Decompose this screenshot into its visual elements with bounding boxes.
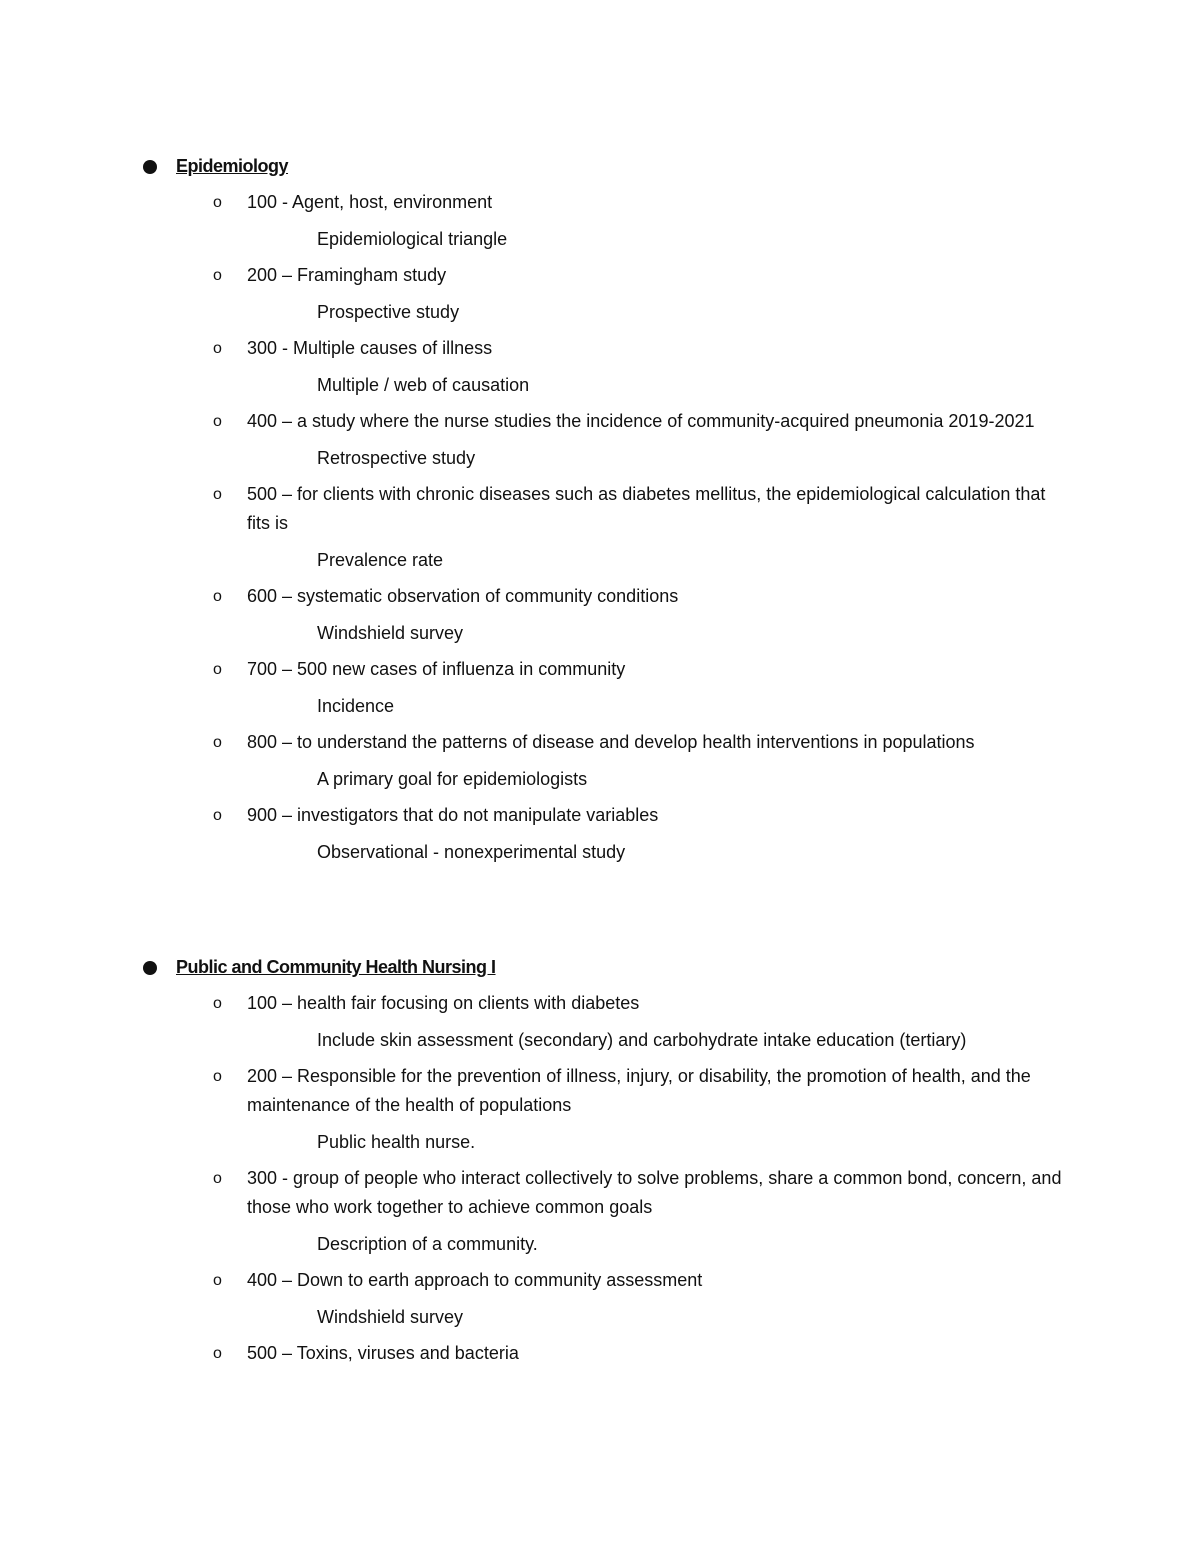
question-text: 400 – Down to earth approach to community assessment: [247, 1270, 703, 1290]
list-item: [140, 989, 1080, 1018]
question-text: 500 – for clients with chronic diseases such as diabetes mellitus, the epidemiological calculation that fits is: [247, 484, 1046, 533]
bullet-dot-icon: [143, 160, 157, 174]
question-text: 500 – Toxins, viruses and bacteria: [247, 1343, 519, 1363]
circle-bullet-icon: o: [213, 1068, 222, 1085]
question-text: 400 – a study where the nurse studies the incidence of community-acquired pneumonia 2019-2021: [247, 411, 1035, 431]
circle-bullet-icon: o: [213, 267, 222, 284]
circle-bullet-icon: o: [213, 588, 222, 605]
list-item: [140, 480, 1080, 538]
section-heading: Public and Community Health Nursing I: [176, 957, 496, 977]
circle-bullet-icon: o: [213, 995, 222, 1012]
question-text: 100 – health fair focusing on clients with diabetes: [247, 993, 640, 1013]
list-item: [140, 728, 1080, 757]
section-heading: Epidemiology: [176, 156, 289, 176]
question-text: 200 – Responsible for the prevention of illness, injury, or disability, the promotion of health, and the maintenance of the health of populations: [247, 1066, 1031, 1115]
circle-bullet-icon: o: [213, 194, 222, 211]
answer-text: Multiple / web of causation: [317, 375, 530, 395]
question-text: 700 – 500 new cases of influenza in community: [247, 659, 626, 679]
question-text: 100 - Agent, host, environment: [247, 192, 493, 212]
section-epidemiology: [140, 152, 1080, 874]
answer-text: Prevalence rate: [317, 550, 444, 570]
answer-text: Incidence: [317, 696, 395, 716]
list-item: [140, 188, 1080, 217]
question-text: 900 – investigators that do not manipulate variables: [247, 805, 659, 825]
section-public-community-health-nursing: [140, 953, 1080, 1368]
list-item: [140, 582, 1080, 611]
circle-bullet-icon: o: [213, 661, 222, 678]
circle-bullet-icon: o: [213, 340, 222, 357]
list-item: [140, 801, 1080, 830]
answer-text: Public health nurse.: [317, 1132, 476, 1152]
circle-bullet-icon: o: [213, 413, 222, 430]
answer-text: Include skin assessment (secondary) and carbohydrate intake education (tertiary): [317, 1030, 967, 1050]
circle-bullet-icon: o: [213, 807, 222, 824]
answer-text: Retrospective study: [317, 448, 476, 468]
list-item: [140, 261, 1080, 290]
section-heading-row: [140, 953, 1080, 983]
circle-bullet-icon: o: [213, 1170, 222, 1187]
question-text: 200 – Framingham study: [247, 265, 447, 285]
section-heading-row: [140, 152, 1080, 182]
circle-bullet-icon: o: [213, 1272, 222, 1289]
list-item: [140, 1339, 1080, 1368]
list-item: [140, 1062, 1080, 1120]
question-text: 300 - group of people who interact collectively to solve problems, share a common bond, concern, and those who work together to achieve common goals: [247, 1168, 1062, 1217]
answer-text: A primary goal for epidemiologists: [317, 769, 588, 789]
question-text: 600 – systematic observation of community conditions: [247, 586, 679, 606]
list-item: [140, 1266, 1080, 1295]
answer-text: Windshield survey: [317, 1307, 464, 1327]
question-text: 300 - Multiple causes of illness: [247, 338, 493, 358]
question-text: 800 – to understand the patterns of disease and develop health interventions in populations: [247, 732, 975, 752]
list-item: [140, 334, 1080, 363]
circle-bullet-icon: o: [213, 486, 222, 503]
answer-text: Prospective study: [317, 302, 460, 322]
bullet-dot-icon: [143, 961, 157, 975]
list-item: [140, 1164, 1080, 1222]
answer-text: Description of a community.: [317, 1234, 538, 1254]
list-item: [140, 655, 1080, 684]
answer-text: Windshield survey: [317, 623, 464, 643]
list-item: [140, 407, 1080, 436]
answer-text: Epidemiological triangle: [317, 229, 508, 249]
circle-bullet-icon: o: [213, 734, 222, 751]
answer-text: Observational - nonexperimental study: [317, 842, 626, 862]
circle-bullet-icon: o: [213, 1345, 222, 1362]
